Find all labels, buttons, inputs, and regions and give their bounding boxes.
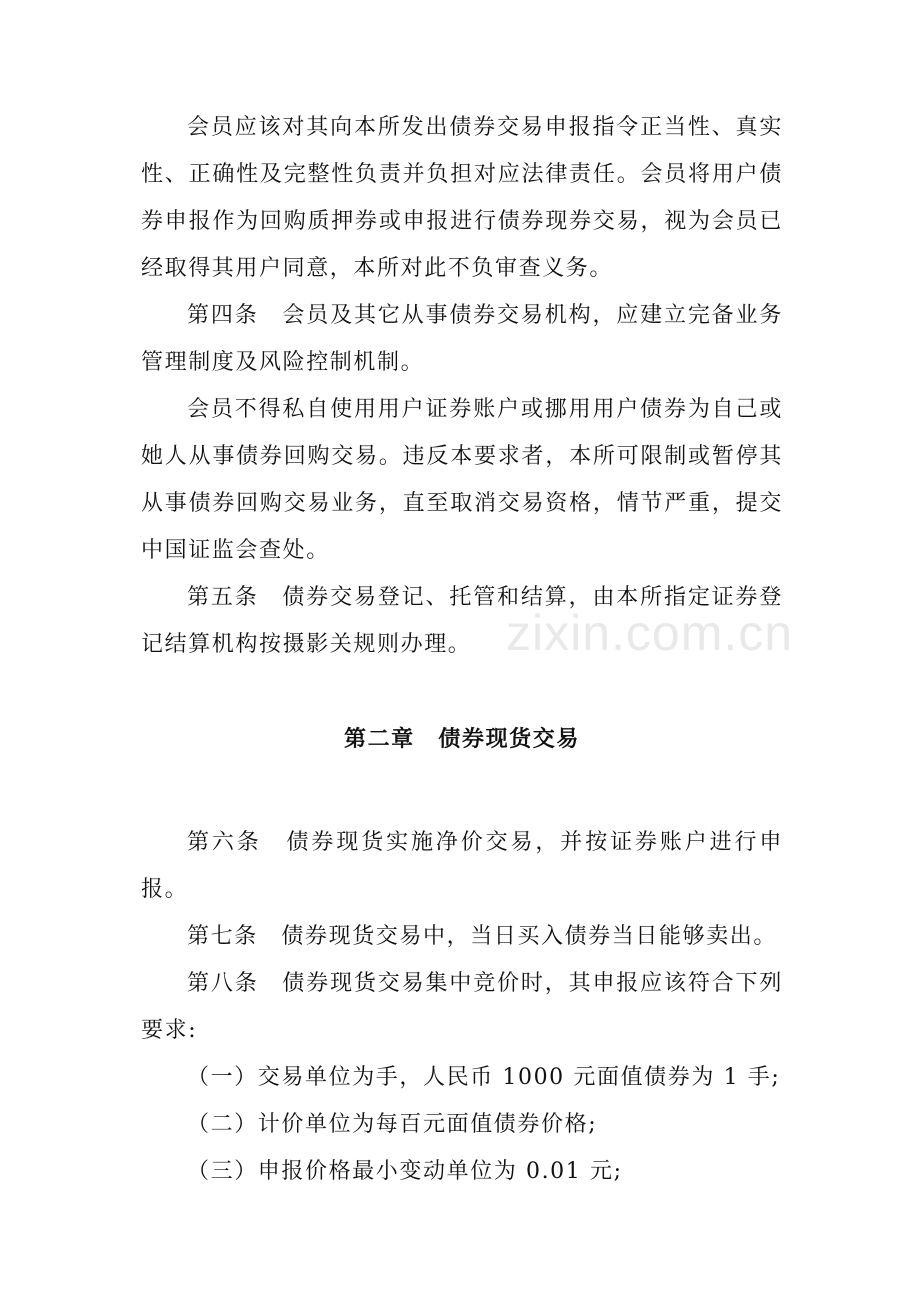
paragraph-article-8: 第八条 债券现货交易集中竞价时，其申报应该符合下列要求:: [141, 971, 783, 1043]
paragraph-member-prohibition: 会员不得私自使用用户证券账户或挪用用户债券为自己或她人从事债券回购交易。违反本要求者，本所可限制或暂停其从事债券回购交易业务，直至取消交易资格，情节严重，提交中国证监会查处。: [141, 397, 783, 563]
watermark: zixin.com.cn: [506, 605, 794, 661]
paragraph-article-7: 第七条 债券现货交易中，当日买入债券当日能够卖出。: [187, 924, 778, 949]
list-item: （三）申报价格最小变动单位为 0.01 元;: [187, 1159, 623, 1184]
paragraph-article-5: 第五条 债券交易登记、托管和结算，由本所指定证券登记结算机构按摄影关规则办理。: [141, 585, 783, 657]
paragraph-article-4: 第四条 会员及其它从事债券交易机构，应建立完备业务管理制度及风险控制机制。: [141, 303, 783, 375]
list-item: （一）交易单位为手，人民币 1000 元面值债券为 1 手;: [187, 1065, 781, 1090]
paragraph-member-responsibility: 会员应该对其向本所发出债券交易申报指令正当性、真实性、正确性及完整性负责并负担对应法律责任。会员将用户债券申报作为回购质押券或申报进行债券现券交易，视为会员已经取得其用户同意，本所对此不负审查义务。: [141, 115, 783, 281]
list-item: （二）计价单位为每百元面值债券价格;: [187, 1112, 598, 1137]
paragraph-article-6: 第六条 债券现货实施净价交易，并按证券账户进行申报。: [141, 830, 783, 902]
chapter-title: 第二章 债券现货交易: [343, 726, 580, 752]
